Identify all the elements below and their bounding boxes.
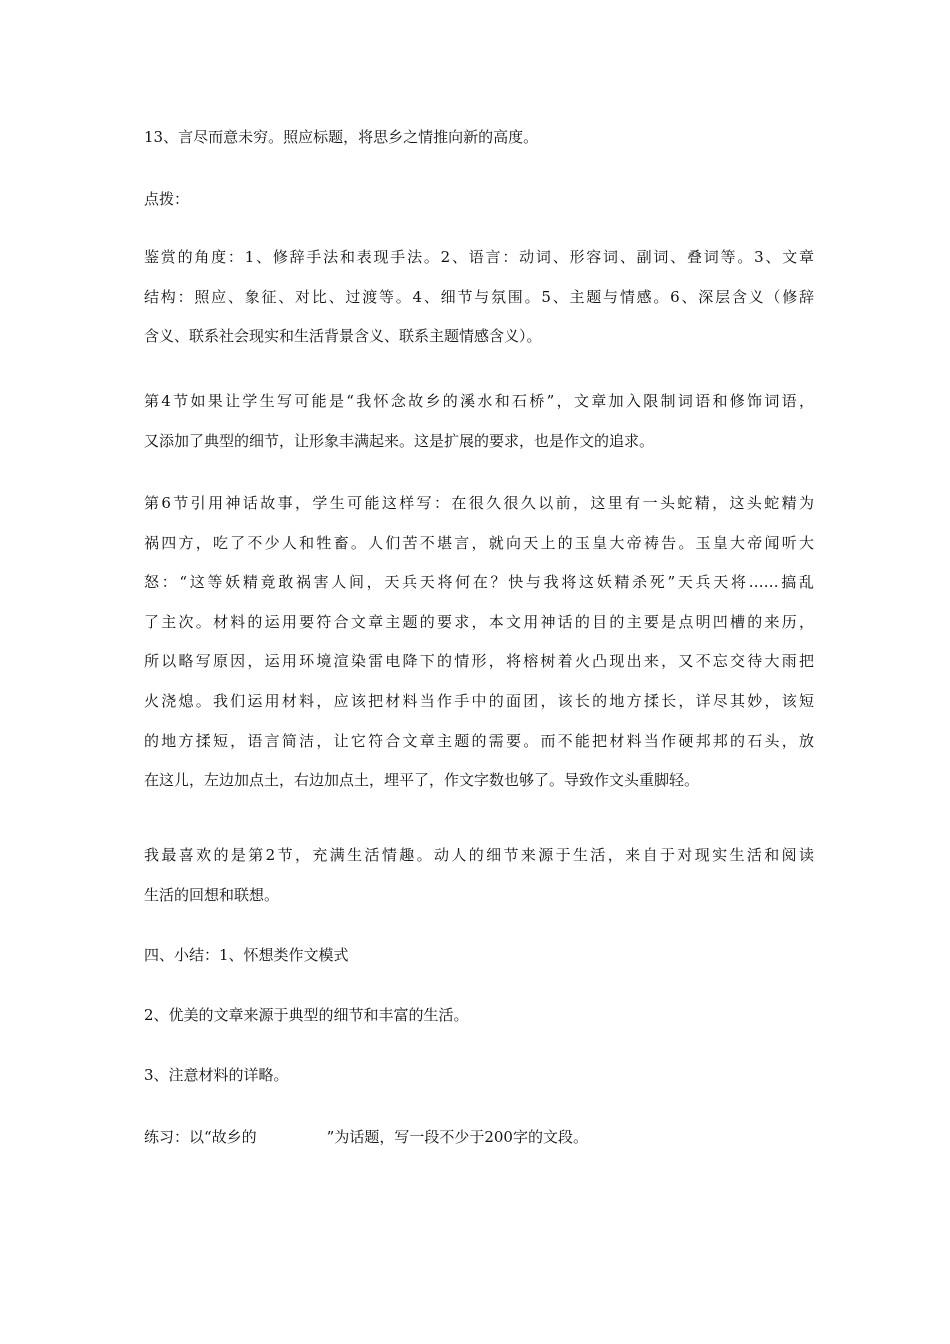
paragraph-exercise xyxy=(144,1118,814,1158)
exercise-text-before: 练习：以“故乡的 xyxy=(144,1128,257,1146)
text-line: 含义、联系社会现实和生活背景含义、联系主题情感含义）。 xyxy=(144,327,542,346)
paragraph-section-4 xyxy=(144,382,814,461)
text-line: 又添加了典型的细节，让形象丰满起来。这是扩展的要求，也是作文的追求。 xyxy=(144,431,655,450)
text-line: 鉴赏的角度：1、修辞手法和表现手法。2、语言：动词、形容词、副词、叠词等。3、文章 xyxy=(144,248,814,266)
paragraph-hint-heading xyxy=(144,180,814,220)
text-line: 结构：照应、象征、对比、过渡等。4、细节与氛围。5、主题与情感。6、深层含义（修辞 xyxy=(144,287,814,306)
text-line: 13、言尽而意未穷。照应标题，将思乡之情推向新的高度。 xyxy=(144,128,539,146)
paragraph-appreciation-angles xyxy=(144,238,814,357)
exercise-line xyxy=(144,1118,814,1158)
text-line: 第6节引用神话故事，学生可能这样写：在很久很久以前，这里有一头蛇精，这头蛇精为 xyxy=(144,494,814,512)
paragraph-favorite-section xyxy=(144,836,814,915)
paragraph-13 xyxy=(144,118,814,158)
text-line: 2、优美的文章来源于典型的细节和丰富的生活。 xyxy=(144,1006,469,1024)
text-line: 我最喜欢的是第2节，充满生活情趣。动人的细节来源于生活，来自于对现实生活和阅读 xyxy=(144,846,814,864)
text-line: 的地方揉短，语言简洁，让它符合文章主题的需要。而不能把材料当作硬邦邦的石头，放 xyxy=(144,731,814,750)
paragraph-summary-3 xyxy=(144,1056,814,1096)
text-line: 祸四方，吃了不少人和牲畜。人们苦不堪言，就向天上的玉皇大帝祷告。玉皇大帝闻听大 xyxy=(144,533,814,552)
text-line: 点拨： xyxy=(144,190,190,208)
paragraph-summary xyxy=(144,936,814,976)
exercise-text-after: ”为话题，写一段不少于200字的文段。 xyxy=(326,1128,588,1146)
text-line: 怒：“这等妖精竟敢祸害人间，天兵天将何在？快与我将这妖精杀死”天兵天将……搞乱 xyxy=(144,573,814,592)
text-line: 在这儿，左边加点土，右边加点土，埋平了，作文字数也够了。导致作文头重脚轻。 xyxy=(144,771,700,790)
paragraph-summary-2 xyxy=(144,996,814,1036)
text-line: 了主次。材料的运用要符合文章主题的要求，本文用神话的目的主要是点明凹槽的来历， xyxy=(144,612,814,631)
text-line: 生活的回想和联想。 xyxy=(144,885,280,904)
text-line: 所以略写原因，运用环境渲染雷电降下的情形，将榕树着火凸现出来，又不忘交待大雨把 xyxy=(144,652,814,671)
text-line: 第4节如果让学生写可能是“我怀念故乡的溪水和石桥”，文章加入限制词语和修饰词语， xyxy=(144,392,814,410)
text-line: 四、小结：1、怀想类作文模式 xyxy=(144,946,349,964)
text-line: 火浇熄。我们运用材料，应该把材料当作手中的面团，该长的地方揉长，详尽其妙，该短 xyxy=(144,691,814,710)
paragraph-section-6 xyxy=(144,484,814,801)
text-line: 3、注意材料的详略。 xyxy=(144,1066,289,1084)
